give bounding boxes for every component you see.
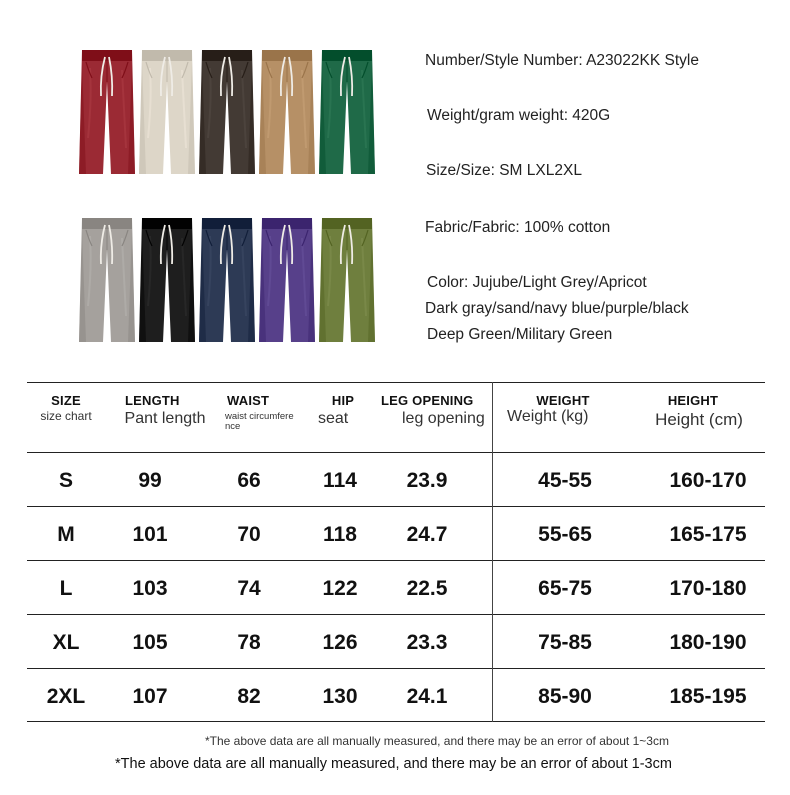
cell-height: 165-175 bbox=[669, 523, 747, 546]
measurement-note: *The above data are all manually measured, and there may be an error of about 1-3cm bbox=[115, 756, 672, 772]
header-leg-opening-title: LEG OPENING bbox=[381, 393, 474, 408]
table-row bbox=[27, 616, 765, 670]
spec-color-line-3: Deep Green/Military Green bbox=[427, 326, 613, 343]
pant-swatch-sand bbox=[78, 216, 136, 344]
cell-length: 107 bbox=[132, 685, 168, 708]
cell-hip: 130 bbox=[322, 685, 358, 708]
cell-leg-opening: 24.7 bbox=[406, 523, 448, 546]
cell-height: 170-180 bbox=[669, 577, 747, 600]
header-weight-sub: Weight (kg) bbox=[507, 408, 589, 425]
pant-swatch-jujube bbox=[78, 48, 136, 176]
cell-weight: 75-85 bbox=[538, 631, 592, 654]
spec-color-line-2: Dark gray/sand/navy blue/purple/black bbox=[425, 300, 689, 317]
header-waist bbox=[225, 393, 313, 432]
header-length-sub: Pant length bbox=[124, 410, 206, 427]
cell-hip: 126 bbox=[322, 631, 358, 654]
header-hip-sub: seat bbox=[318, 410, 349, 427]
cell-waist: 74 bbox=[237, 577, 261, 600]
header-weight bbox=[493, 393, 633, 426]
table-row bbox=[27, 508, 765, 562]
cell-leg-opening: 23.9 bbox=[406, 469, 448, 492]
size-chart-table bbox=[27, 382, 765, 722]
cell-waist: 78 bbox=[237, 631, 261, 654]
cell-hip: 118 bbox=[323, 523, 357, 546]
cell-length: 101 bbox=[132, 523, 168, 546]
spec-color-line-1: Color: Jujube/Light Grey/Apricot bbox=[427, 274, 647, 291]
header-hip bbox=[312, 393, 368, 428]
pant-swatch-military-green bbox=[318, 216, 376, 344]
measurement-note-small: *The above data are all manually measured, and there may be an error of about 1~3cm bbox=[205, 734, 669, 748]
cell-size: S bbox=[58, 469, 73, 492]
cell-leg-opening: 22.5 bbox=[406, 577, 448, 600]
cell-length: 103 bbox=[132, 577, 168, 600]
header-divider bbox=[27, 452, 765, 453]
cell-hip: 114 bbox=[323, 469, 357, 492]
pant-swatch-purple bbox=[258, 216, 316, 344]
cell-length: 99 bbox=[138, 469, 162, 492]
cell-height: 185-195 bbox=[669, 685, 747, 708]
cell-weight: 85-90 bbox=[538, 685, 592, 708]
cell-weight: 55-65 bbox=[538, 523, 592, 546]
header-size bbox=[27, 393, 105, 423]
cell-weight: 45-55 bbox=[538, 469, 592, 492]
table-row bbox=[27, 562, 765, 616]
cell-height: 180-190 bbox=[669, 631, 747, 654]
header-height bbox=[633, 393, 765, 430]
pant-swatch-navy-blue bbox=[198, 216, 256, 344]
table-row bbox=[27, 670, 765, 724]
pant-swatch-deep-green bbox=[318, 48, 376, 176]
pant-swatch-dark-gray bbox=[198, 48, 256, 176]
header-size-title: SIZE bbox=[51, 393, 81, 408]
table-top-border bbox=[27, 382, 765, 383]
header-length bbox=[110, 393, 220, 428]
header-height-title: HEIGHT bbox=[667, 393, 719, 408]
spec-style-number: Number/Style Number: A23022KK Style bbox=[425, 52, 699, 69]
spec-fabric: Fabric/Fabric: 100% cotton bbox=[425, 219, 611, 236]
cell-leg-opening: 24.1 bbox=[406, 685, 448, 708]
cell-length: 105 bbox=[132, 631, 168, 654]
header-length-title: LENGTH bbox=[125, 393, 180, 408]
pant-swatch-light-grey bbox=[138, 48, 196, 176]
cell-height: 160-170 bbox=[669, 469, 747, 492]
cell-waist: 70 bbox=[237, 523, 261, 546]
header-waist-title: WAIST bbox=[227, 393, 270, 408]
header-leg-opening bbox=[375, 393, 491, 428]
table-row bbox=[27, 454, 765, 508]
pant-swatch-black bbox=[138, 216, 196, 344]
cell-waist: 82 bbox=[237, 685, 261, 708]
spec-size: Size/Size: SM LXL2XL bbox=[426, 162, 582, 179]
cell-size: 2XL bbox=[46, 685, 86, 708]
cell-hip: 122 bbox=[322, 577, 358, 600]
header-weight-title: WEIGHT bbox=[536, 393, 590, 408]
cell-weight: 65-75 bbox=[538, 577, 592, 600]
cell-size: XL bbox=[52, 631, 80, 654]
spec-weight: Weight/gram weight: 420G bbox=[427, 107, 611, 124]
cell-size: M bbox=[57, 523, 75, 546]
header-size-sub: size chart bbox=[40, 409, 92, 423]
header-height-sub: Height (cm) bbox=[655, 410, 743, 429]
header-hip-title: HIP bbox=[331, 393, 355, 408]
cell-waist: 66 bbox=[237, 469, 261, 492]
header-waist-sub: waist circumfere nce bbox=[225, 411, 294, 432]
header-leg-opening-sub: leg opening bbox=[402, 410, 485, 427]
cell-size: L bbox=[59, 577, 73, 600]
pant-swatch-apricot bbox=[258, 48, 316, 176]
product-swatches bbox=[0, 0, 400, 360]
cell-leg-opening: 23.3 bbox=[406, 631, 448, 654]
